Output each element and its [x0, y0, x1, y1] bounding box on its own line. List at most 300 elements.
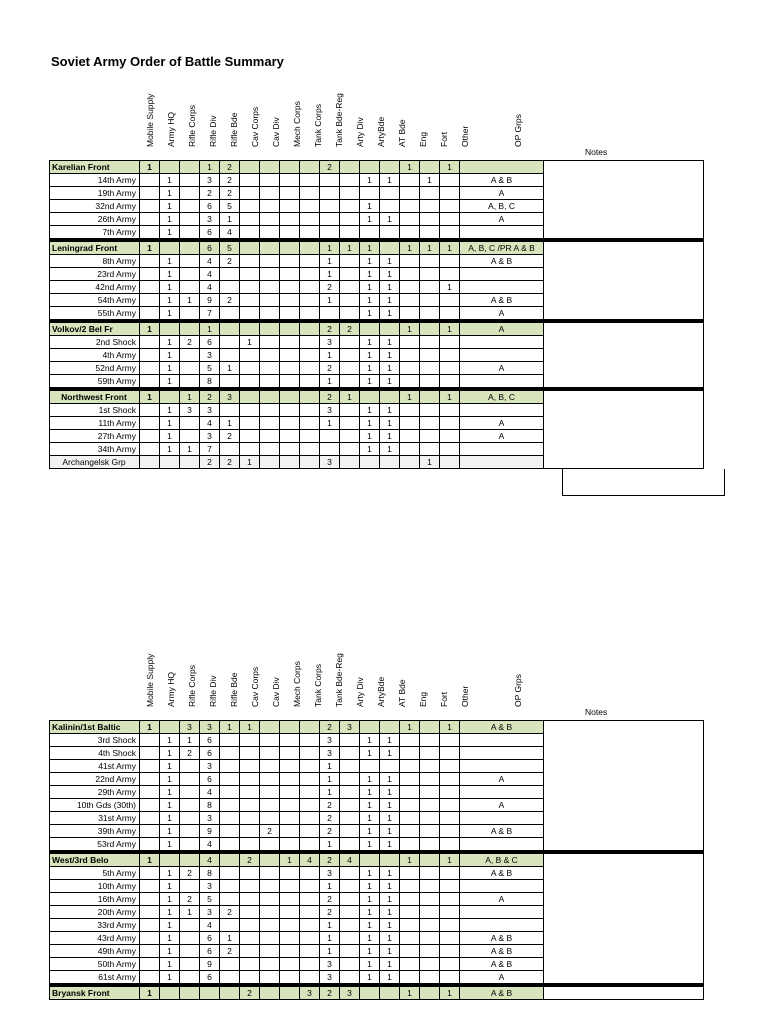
count-cell	[180, 255, 200, 268]
count-cell	[140, 880, 160, 893]
column-header: Tank Bde-Reg	[334, 93, 344, 147]
count-cell	[140, 971, 160, 986]
count-cell	[300, 760, 320, 773]
count-cell	[280, 906, 300, 919]
count-cell: 4	[200, 838, 220, 853]
op-groups-cell: A & B	[460, 867, 544, 880]
count-cell: 2	[320, 721, 340, 734]
count-cell: 1	[160, 932, 180, 945]
count-cell	[440, 906, 460, 919]
count-cell	[260, 200, 280, 213]
count-cell	[340, 336, 360, 349]
count-cell	[260, 404, 280, 417]
count-cell	[300, 799, 320, 812]
count-cell: 3	[320, 336, 340, 349]
count-cell	[140, 799, 160, 812]
count-cell	[140, 906, 160, 919]
count-cell: 4	[200, 417, 220, 430]
count-cell	[240, 867, 260, 880]
count-cell	[420, 867, 440, 880]
count-cell: 3	[320, 747, 340, 760]
front-row	[50, 389, 704, 404]
count-cell	[400, 349, 420, 362]
count-cell	[180, 281, 200, 294]
count-cell: 1	[400, 852, 420, 867]
count-cell	[420, 213, 440, 226]
op-groups-cell: A & B	[460, 825, 544, 838]
count-cell	[340, 456, 360, 469]
count-cell	[140, 417, 160, 430]
count-cell	[300, 456, 320, 469]
count-cell	[420, 773, 440, 786]
count-cell: 1	[240, 721, 260, 734]
count-cell: 7	[200, 307, 220, 322]
count-cell	[220, 893, 240, 906]
count-cell	[280, 880, 300, 893]
count-cell	[340, 226, 360, 241]
count-cell	[240, 161, 260, 174]
count-cell	[240, 362, 260, 375]
count-cell: 1	[380, 799, 400, 812]
count-cell	[340, 838, 360, 853]
count-cell	[420, 721, 440, 734]
unit-name: 11th Army	[50, 417, 140, 430]
count-cell	[300, 321, 320, 336]
count-cell: 1	[320, 786, 340, 799]
count-cell: 3	[200, 812, 220, 825]
count-cell	[240, 893, 260, 906]
unit-name: 55th Army	[50, 307, 140, 322]
count-cell	[240, 240, 260, 255]
column-header: Army HQ	[166, 112, 176, 147]
count-cell: 6	[200, 773, 220, 786]
count-cell: 6	[200, 240, 220, 255]
count-cell	[180, 375, 200, 390]
count-cell	[420, 187, 440, 200]
count-cell: 1	[160, 430, 180, 443]
op-groups-cell	[460, 336, 544, 349]
count-cell: 4	[200, 281, 220, 294]
oob-table-block	[49, 72, 725, 496]
count-cell	[280, 945, 300, 958]
count-cell	[220, 880, 240, 893]
count-cell	[340, 773, 360, 786]
column-headers	[49, 72, 725, 160]
count-cell	[140, 919, 160, 932]
count-cell	[280, 268, 300, 281]
count-cell: 1	[400, 321, 420, 336]
count-cell	[380, 456, 400, 469]
count-cell	[400, 773, 420, 786]
op-groups-cell	[460, 919, 544, 932]
op-groups-cell: A, B & C	[460, 852, 544, 867]
count-cell	[380, 226, 400, 241]
count-cell: 2	[320, 893, 340, 906]
count-cell	[180, 200, 200, 213]
count-cell	[140, 404, 160, 417]
count-cell	[280, 932, 300, 945]
count-cell	[180, 362, 200, 375]
count-cell: 1	[380, 880, 400, 893]
count-cell	[440, 255, 460, 268]
count-cell: 1	[220, 721, 240, 734]
count-cell	[320, 307, 340, 322]
count-cell: 1	[360, 255, 380, 268]
count-cell	[140, 773, 160, 786]
count-cell	[400, 825, 420, 838]
count-cell	[160, 161, 180, 174]
count-cell: 1	[380, 213, 400, 226]
count-cell	[260, 721, 280, 734]
count-cell	[160, 456, 180, 469]
op-groups-cell	[460, 456, 544, 469]
count-cell: 1	[440, 721, 460, 734]
count-cell	[280, 786, 300, 799]
count-cell: 2	[220, 294, 240, 307]
count-cell	[160, 321, 180, 336]
count-cell: 1	[160, 893, 180, 906]
count-cell: 1	[380, 336, 400, 349]
count-cell	[380, 321, 400, 336]
count-cell	[440, 375, 460, 390]
count-cell: 1	[160, 255, 180, 268]
count-cell	[320, 443, 340, 456]
count-cell: 1	[160, 971, 180, 986]
count-cell	[240, 174, 260, 187]
front-row	[50, 721, 704, 734]
count-cell	[380, 187, 400, 200]
count-cell	[440, 307, 460, 322]
count-cell: 4	[200, 255, 220, 268]
count-cell	[300, 773, 320, 786]
count-cell	[300, 307, 320, 322]
count-cell	[440, 932, 460, 945]
count-cell: 3	[180, 404, 200, 417]
count-cell	[300, 893, 320, 906]
count-cell	[400, 336, 420, 349]
count-cell: 5	[200, 362, 220, 375]
count-cell	[440, 919, 460, 932]
count-cell: 1	[360, 773, 380, 786]
count-cell: 1	[160, 200, 180, 213]
count-cell	[440, 958, 460, 971]
count-cell: 2	[220, 255, 240, 268]
count-cell	[360, 321, 380, 336]
count-cell	[140, 812, 160, 825]
count-cell: 1	[180, 443, 200, 456]
count-cell	[260, 456, 280, 469]
count-cell: 6	[200, 945, 220, 958]
count-cell: 1	[380, 294, 400, 307]
count-cell	[280, 456, 300, 469]
count-cell	[380, 389, 400, 404]
count-cell	[400, 747, 420, 760]
count-cell	[320, 187, 340, 200]
column-header: Rifle Corps	[187, 664, 197, 707]
count-cell: 3	[200, 174, 220, 187]
count-cell: 3	[300, 985, 320, 1000]
notes-cell	[544, 985, 704, 1000]
count-cell: 3	[320, 971, 340, 986]
count-cell	[220, 281, 240, 294]
count-cell	[280, 255, 300, 268]
count-cell	[260, 321, 280, 336]
count-cell: 4	[200, 919, 220, 932]
count-cell: 1	[140, 985, 160, 1000]
count-cell	[240, 187, 260, 200]
count-cell: 1	[320, 294, 340, 307]
count-cell: 1	[160, 945, 180, 958]
count-cell: 3	[320, 958, 340, 971]
count-cell	[280, 281, 300, 294]
count-cell	[240, 799, 260, 812]
op-groups-cell: A, B, C	[460, 200, 544, 213]
count-cell: 2	[220, 161, 240, 174]
count-cell: 1	[440, 240, 460, 255]
column-header: Mobile Supply	[145, 93, 155, 147]
count-cell	[340, 375, 360, 390]
unit-name: 39th Army	[50, 825, 140, 838]
count-cell	[440, 747, 460, 760]
count-cell	[240, 349, 260, 362]
unit-name: 1st Shock	[50, 404, 140, 417]
op-groups-cell: A & B	[460, 721, 544, 734]
count-cell	[220, 919, 240, 932]
count-cell	[420, 349, 440, 362]
count-cell: 1	[360, 880, 380, 893]
count-cell	[140, 747, 160, 760]
op-groups-cell	[460, 281, 544, 294]
count-cell: 1	[380, 773, 400, 786]
column-header: Arty Div	[355, 677, 365, 707]
count-cell	[400, 786, 420, 799]
count-cell	[300, 958, 320, 971]
op-groups-cell: A	[460, 187, 544, 200]
count-cell	[280, 375, 300, 390]
count-cell: 2	[180, 336, 200, 349]
count-cell	[280, 417, 300, 430]
count-cell	[340, 294, 360, 307]
column-headers	[49, 632, 704, 720]
count-cell	[160, 240, 180, 255]
count-cell: 2	[220, 187, 240, 200]
count-cell	[240, 747, 260, 760]
count-cell: 1	[380, 174, 400, 187]
count-cell	[240, 932, 260, 945]
count-cell	[180, 240, 200, 255]
count-cell: 4	[200, 852, 220, 867]
count-cell: 1	[440, 389, 460, 404]
count-cell: 2	[320, 906, 340, 919]
count-cell	[340, 971, 360, 986]
count-cell: 2	[320, 321, 340, 336]
count-cell: 1	[160, 838, 180, 853]
count-cell	[420, 760, 440, 773]
count-cell	[140, 825, 160, 838]
count-cell	[440, 200, 460, 213]
count-cell	[240, 958, 260, 971]
count-cell: 1	[380, 867, 400, 880]
count-cell	[260, 773, 280, 786]
count-cell	[300, 417, 320, 430]
count-cell	[420, 919, 440, 932]
count-cell	[420, 430, 440, 443]
count-cell	[420, 443, 440, 456]
count-cell: 6	[200, 226, 220, 241]
count-cell	[260, 760, 280, 773]
count-cell	[220, 404, 240, 417]
count-cell: 1	[240, 456, 260, 469]
count-cell: 1	[360, 307, 380, 322]
count-cell: 1	[380, 443, 400, 456]
count-cell	[360, 226, 380, 241]
count-cell	[280, 226, 300, 241]
count-cell	[340, 760, 360, 773]
count-cell: 1	[380, 945, 400, 958]
count-cell	[240, 760, 260, 773]
count-cell	[260, 906, 280, 919]
unit-name: 42nd Army	[50, 281, 140, 294]
count-cell	[420, 362, 440, 375]
column-header: Fort	[439, 131, 449, 147]
count-cell	[220, 852, 240, 867]
count-cell	[440, 773, 460, 786]
count-cell: 1	[160, 307, 180, 322]
count-cell	[280, 985, 300, 1000]
unit-name: 52nd Army	[50, 362, 140, 375]
count-cell	[400, 880, 420, 893]
unit-name: Bryansk Front	[50, 985, 140, 1000]
count-cell	[220, 838, 240, 853]
op-groups-cell: A	[460, 799, 544, 812]
column-header: ArtyBde	[376, 676, 386, 707]
count-cell: 2	[180, 747, 200, 760]
unit-name: 8th Army	[50, 255, 140, 268]
op-groups-cell: A	[460, 893, 544, 906]
count-cell	[380, 161, 400, 174]
count-cell	[180, 852, 200, 867]
count-cell	[140, 200, 160, 213]
count-cell	[440, 349, 460, 362]
count-cell	[260, 443, 280, 456]
count-cell	[160, 389, 180, 404]
count-cell	[440, 734, 460, 747]
count-cell	[400, 417, 420, 430]
count-cell	[220, 307, 240, 322]
count-cell	[420, 268, 440, 281]
count-cell	[340, 349, 360, 362]
count-cell: 2	[240, 852, 260, 867]
count-cell: 1	[380, 971, 400, 986]
count-cell	[240, 880, 260, 893]
count-cell	[420, 226, 440, 241]
unit-name: 3rd Shock	[50, 734, 140, 747]
count-cell	[180, 174, 200, 187]
count-cell: 4	[200, 786, 220, 799]
count-cell	[260, 417, 280, 430]
count-cell: 1	[160, 812, 180, 825]
count-cell	[400, 174, 420, 187]
count-cell: 3	[200, 760, 220, 773]
count-cell	[380, 760, 400, 773]
count-cell: 3	[320, 456, 340, 469]
count-cell: 3	[220, 389, 240, 404]
count-cell	[440, 226, 460, 241]
unit-name: 53rd Army	[50, 838, 140, 853]
count-cell: 5	[220, 240, 240, 255]
unit-name: Northwest Front	[50, 389, 140, 404]
count-cell	[220, 958, 240, 971]
count-cell	[140, 958, 160, 971]
count-cell	[400, 213, 420, 226]
count-cell	[400, 307, 420, 322]
count-cell	[220, 812, 240, 825]
count-cell	[260, 161, 280, 174]
count-cell: 1	[360, 747, 380, 760]
count-cell	[340, 268, 360, 281]
count-cell	[340, 867, 360, 880]
count-cell: 1	[180, 734, 200, 747]
count-cell: 1	[160, 747, 180, 760]
count-cell	[260, 852, 280, 867]
count-cell	[300, 838, 320, 853]
count-cell	[420, 417, 440, 430]
count-cell	[300, 226, 320, 241]
column-header: Eng	[418, 131, 428, 147]
count-cell	[180, 945, 200, 958]
column-header: Arty Div	[355, 117, 365, 147]
count-cell	[300, 389, 320, 404]
op-groups-cell: A & B	[460, 958, 544, 971]
count-cell: 1	[440, 985, 460, 1000]
count-cell	[140, 945, 160, 958]
count-cell: 1	[380, 958, 400, 971]
op-groups-cell	[460, 812, 544, 825]
count-cell	[300, 867, 320, 880]
count-cell: 3	[340, 721, 360, 734]
count-cell	[340, 825, 360, 838]
count-cell	[260, 349, 280, 362]
column-header: Rifle Corps	[187, 104, 197, 147]
count-cell	[340, 443, 360, 456]
count-cell	[400, 919, 420, 932]
notes-cell	[544, 240, 704, 321]
count-cell	[340, 255, 360, 268]
unit-name: 54th Army	[50, 294, 140, 307]
count-cell	[400, 430, 420, 443]
count-cell	[340, 945, 360, 958]
count-cell	[140, 174, 160, 187]
count-cell	[180, 838, 200, 853]
count-cell	[260, 971, 280, 986]
notes-header: Notes	[585, 147, 608, 157]
column-header: Rifle Div	[208, 115, 218, 147]
count-cell: 1	[360, 294, 380, 307]
count-cell	[440, 294, 460, 307]
count-cell	[240, 389, 260, 404]
count-cell: 1	[160, 417, 180, 430]
count-cell: 1	[160, 174, 180, 187]
count-cell: 1	[140, 389, 160, 404]
count-cell	[220, 734, 240, 747]
count-cell	[180, 307, 200, 322]
count-cell: 1	[200, 161, 220, 174]
count-cell	[280, 240, 300, 255]
count-cell	[260, 838, 280, 853]
count-cell	[340, 307, 360, 322]
count-cell: 6	[200, 734, 220, 747]
count-cell	[260, 362, 280, 375]
